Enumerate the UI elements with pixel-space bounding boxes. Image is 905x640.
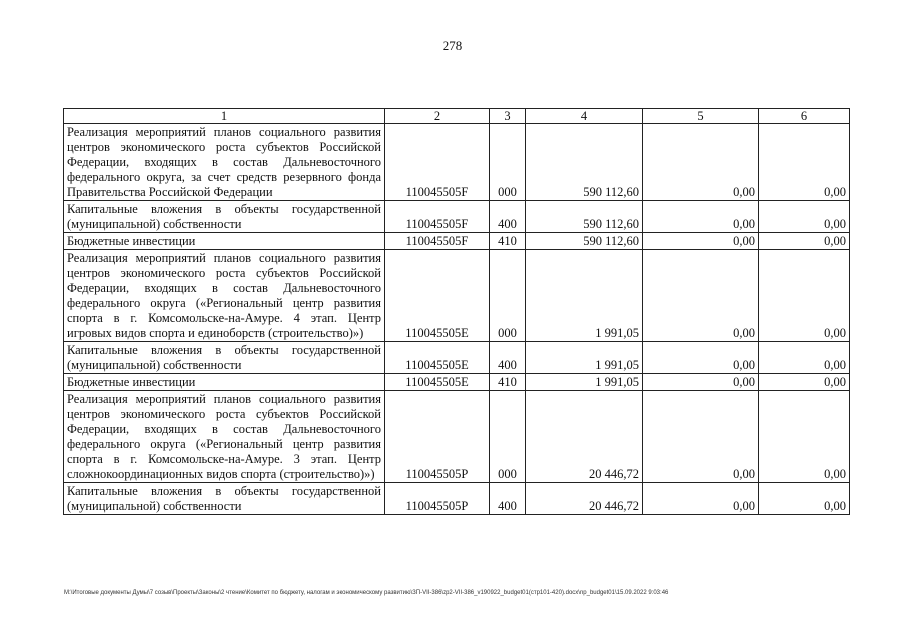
table-row [64,391,850,483]
row-name: Бюджетные инвестиции [64,233,385,250]
row-expense-type: 000 [490,250,526,342]
row-name: Капитальные вложения в объекты государственной (муниципальной) собственности [64,483,385,515]
row-value-col6: 0,00 [759,124,850,201]
row-expense-type: 400 [490,201,526,233]
row-code: 110045505F [385,124,490,201]
row-value-col4: 590 112,60 [526,201,643,233]
row-value-col5: 0,00 [643,483,759,515]
row-name: Реализация мероприятий планов социального развития центров экономического роста субъектов Российской Федерации, входящих в состав Дальневосточного федерального округа («Региональный центр развития спорта в г. Комсомольске-на-Амуре. 4 этап. Центр игровых видов спорта и единоборств (строительство)») [64,250,385,342]
row-value-col4: 20 446,72 [526,391,643,483]
row-value-col5: 0,00 [643,391,759,483]
column-header: 6 [759,109,850,124]
column-header: 5 [643,109,759,124]
document-file-path: M:\Итоговые документы Думы\7 созыв\Проекты\Законы\2 чтение\Комитет по бюджету, налогам и экономическому развитию\ЗП-VII-386\zp2-VII-386_v190922_budget01(стр101-420).docx\np_budget01\15.09.2022 9:03:46 [64,590,669,596]
column-header: 1 [64,109,385,124]
row-value-col4: 590 112,60 [526,233,643,250]
row-name: Реализация мероприятий планов социального развития центров экономического роста субъектов Российской Федерации, входящих в состав Дальневосточного федерального округа, за счет средств резервного фонда Правительства Российской Федерации [64,124,385,201]
row-code: 110045505E [385,342,490,374]
row-code: 110045505E [385,374,490,391]
row-name: Бюджетные инвестиции [64,374,385,391]
budget-table [63,108,850,515]
row-value-col5: 0,00 [643,201,759,233]
row-value-col4: 1 991,05 [526,342,643,374]
table-row [64,342,850,374]
table-row [64,201,850,233]
row-name: Капитальные вложения в объекты государственной (муниципальной) собственности [64,201,385,233]
row-value-col5: 0,00 [643,250,759,342]
row-value-col6: 0,00 [759,483,850,515]
table-row [64,483,850,515]
row-expense-type: 400 [490,342,526,374]
row-expense-type: 400 [490,483,526,515]
row-value-col5: 0,00 [643,233,759,250]
row-code: 110045505E [385,250,490,342]
row-expense-type: 000 [490,124,526,201]
row-value-col4: 1 991,05 [526,374,643,391]
row-value-col4: 590 112,60 [526,124,643,201]
row-value-col5: 0,00 [643,342,759,374]
row-code: 110045505P [385,391,490,483]
table-row [64,374,850,391]
row-value-col6: 0,00 [759,201,850,233]
page-number: 278 [442,38,463,53]
table-row [64,233,850,250]
row-value-col6: 0,00 [759,250,850,342]
row-value-col6: 0,00 [759,391,850,483]
row-value-col6: 0,00 [759,342,850,374]
row-value-col6: 0,00 [759,233,850,250]
column-header: 4 [526,109,643,124]
row-expense-type: 410 [490,374,526,391]
row-code: 110045505P [385,483,490,515]
row-value-col4: 20 446,72 [526,483,643,515]
row-value-col5: 0,00 [643,124,759,201]
column-header: 2 [385,109,490,124]
table-header-row [64,109,850,124]
row-name: Реализация мероприятий планов социального развития центров экономического роста субъектов Российской Федерации, входящих в состав Дальневосточного федерального округа («Региональный центр развития спорта в г. Комсомольске-на-Амуре. 3 этап. Центр сложнокоординационных видов спорта (строительство)») [64,391,385,483]
row-code: 110045505F [385,201,490,233]
row-code: 110045505F [385,233,490,250]
table-row [64,250,850,342]
column-header: 3 [490,109,526,124]
row-value-col4: 1 991,05 [526,250,643,342]
row-expense-type: 410 [490,233,526,250]
table-row [64,124,850,201]
row-value-col6: 0,00 [759,374,850,391]
row-value-col5: 0,00 [643,374,759,391]
row-expense-type: 000 [490,391,526,483]
row-name: Капитальные вложения в объекты государственной (муниципальной) собственности [64,342,385,374]
